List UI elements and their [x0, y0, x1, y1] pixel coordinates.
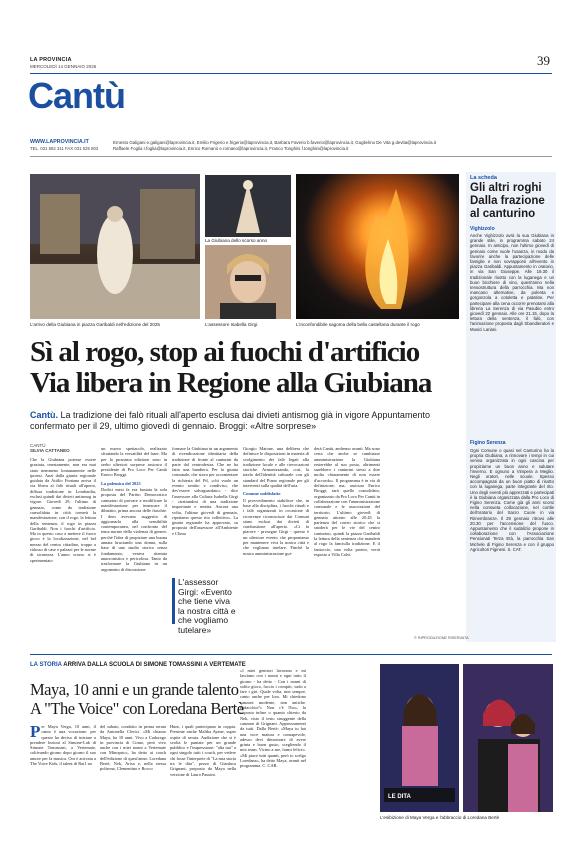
sidebar-title: Gli altri roghi Dalla frazione al canturino [470, 182, 545, 220]
pull-quote: L'assessor Girgi: «Evento che tiene viva la nostra città e che vogliamo tutelare» [178, 577, 236, 635]
sidebar-text-vighizzolo: Anche Vighizzolo avrà la sua Giubiana in grande stile, in programma sabato 24 gennaio. In anticipo, non l'ultimo giovedì di gennaio come vuole l'usanza, in modo da favorire anche la partecipazione delle famiglie e non sovrapporsi all'evento in piazza Garibaldi. Appuntamento in oratorio, in via San Giuseppe. Alle 19.30 il tradizionale risotto con la luganega e un buon bicchiere di vino, quest'anno nella tensostruttura della parrocchia. Ma non mancano alternative, da polenta e gorgonzola a cotoletta e patatine. Per partecipare alla cena occorre prenotarsi alla libreria La Serenza di via Pasubio entro giovedì 22 gennaio. Alle ore 21.15, dopo la lettura della sentenza, il falò, con l'animazione proposta dagli Sbandieratori e Musici Lariani. [470, 233, 554, 332]
main-headline [30, 337, 460, 399]
photo-giubiana-last-year [205, 175, 291, 237]
contacts: TEL. 031 582 311 FAX 031 525 803 [30, 146, 99, 151]
paper-name: LA PROVINCIA [30, 57, 72, 63]
website-link[interactable]: WWW.LAPROVINCIA.IT [30, 139, 89, 145]
byline-author: SILVIA CATTANEO [30, 448, 70, 453]
divider [30, 156, 552, 157]
copyright-note: © RIPRODUZIONE RISERVATA [414, 636, 469, 640]
caption-giubiana: L'arrivo della Giubiana in piazza Garibaldi nell'edizione del 2025 [30, 322, 160, 327]
quote-bar [172, 578, 175, 624]
sidebar-text-figino: Ogni Comune o quasi nel Canturino ha la propria Giubiana, a rinnovare i tempi in cui veniva organizzata in ogni cascina per propiziarne un buon anno e salutare l'inverno. E ognuno a Vimpera a Meglio. Negli oratori, nelle scuole. Spesso accompagnati da un buon piatto di risotto con la luganega, parte integrante del rito. Uno degli eventi più apprezzati e partecipati è la Giubiana organizzata dalla Pro Loco di Figino Serenza. Come già gli anni scorsi nella consueta collocazione, nel cortile dell'oratorio del Sacro Cuore in via Rimembranze. Il 29 gennaio ritrovo alle 20.30 per l'accensione del fuoco. Appuntamento che il sodalizio propone in collaborazione con l'Associazione Pensionati Terza Età, la parrocchia San Michele di Figino Serenza e con il gruppo Agricoltori Figinesi. S. CAT. [470, 448, 554, 552]
article-column-5: derà Cantù, andremo avanti. Ma sono certa che anche se cambiasse amministrazione la Giubiana resterebbe al suo posto, altrimenti sarebbero i canturini stessi a dire molto chiaramente di non essere d'accordo». Il programma è in via di definizione, ma, assicura Enrico Broggi, sarà quello consolidato, organizzato da Pro Loco Per Cantù in collaborazione con l'amministrazione comunale e le associazioni del territorio. L'ultimo giovedì di gennaio attorno alle 20.45 la partenza del corteo storico che si snoderà per le vie del centro canturino, quindi la piazza Garibaldi la lettura della sentenza che manderà al rogo la fanciulla tradizione. E il fantoccio, una volta pronto, verrà esposto a Villa Calvi. [314, 446, 381, 557]
photo-assessore-girgi [205, 245, 291, 319]
photo-castellana-rogo [296, 174, 459, 319]
storia-column-1 [30, 724, 96, 766]
subhead-comune: Comune soddisfatto [243, 491, 281, 497]
storia-headline-line-2: A "The Voice" con Loredana Bertè [30, 699, 244, 718]
caption-castellana: L'inconfondibile sagoma della bella castellana durante il rogo [296, 322, 420, 327]
article-column-2 [101, 446, 167, 572]
storia-column-3: Hunt, i quali partecipano in coppia. Presente anche Malika Ayane, super ospite di serata. Audizione che si è svolta le puntate per un grande pubblico e l'impressione: "alta tua" a ogni singolo tutti i coach, per vedere chi fosse l'interprete di "La mia storia tra le dita", pezzo di Gianluca Grignani, proposto da Maya nella versione di Laura Pausini. [170, 724, 236, 777]
caption-girgi: L'assessore Isabella Girgi [205, 322, 258, 327]
storia-kicker-text: ARRIVA DALLA SCUOLA DI SIMONE TOMASSINI A VERTEMATE [63, 662, 246, 668]
storia-headline-line-1: Maya, 10 anni e un grande talento [30, 680, 239, 699]
article-summary [30, 410, 462, 432]
subhead-polemica: La polemica del 2025 [101, 480, 141, 486]
article-column-3: formare la Giubiana in un argomento di rivendicazione identitaria della tradizione di fronte al canturini da parte dal centrodestra. Che ne ha fatto una bandiera. Per la giunta comunale, che stava per accontentare la richiesta del Pd, «chi vuole un evento sentito e condiviso, che dev'essere salvaguardato» - dice l'assessore alla Cultura Isabella Girgi - «trattandosi di una tradizione importante e sentita. Ancora una volta, l'ultimo giovedì di gennaio, ripetiamo questo rito collettivo». La giunta regionale ha approvato, su proposta dell'assessore all'Ambiente e Clima [172, 446, 238, 536]
byline [30, 443, 70, 453]
summary-lead: Cantù. [30, 410, 58, 420]
headline-line-1: Sì al rogo, stop ai fuochi d'artificio [30, 336, 420, 368]
sidebar-subtitle-figino: Figino Serenza [470, 440, 506, 446]
issue-date: MERCOLEDÌ 14 GENNAIO 2026 [30, 64, 97, 69]
summary-text: La tradizione dei falò rituali all'aperto esclusa dai divieti antismog già in vigore Appuntamento confermato per il 29, ultimo giovedì di gennaio. Broggi: «Altre sorprese» [30, 410, 430, 431]
caption-maya: L'esibizione di Maya Verga e l'abbraccio di Loredana Bertè [380, 815, 500, 820]
page-number: 39 [537, 53, 550, 68]
photo-giubiana-arrival [30, 174, 200, 319]
staff-list-1: Ernesto Galigani e.galigani@laprovincia.it, Emilio Frigerio e.frigerio@laprovincia.it, Barbara Faverio b.faverio@laprovincia.it, Guglielmo De Vita g.devita@laprovincia.it [113, 140, 437, 145]
byline-place: CANTÙ [30, 443, 46, 448]
storia-column-4: «I miei genitori lavorano e mi lasciano con i nonni e ogni tutto il giorno - ha detto - Con i nonni di solito gioco, faccio i compiti, vado a fare i giri. Quale volta, non sempre, canto anche per loro. Mi chiedono canzoni moderne, non antiche. Ridacchio?» Non c'è l'ho», la risposta infine o quanto chiesto da Nek, visto il testo struggente della canzone di Grignani. Apprezzamenti da tutti. Dalla Bertè: «Maya tu hai una voce matura e consapevole, adesso devi dimostrare di avere grinta e buon gusto, scegliendo il mio team. Vicino a me, farmi felice». «Mi piace tutti quanti, però io scelgo Loredana», ha detto Maya, avanti nel programma. C. CAR. [240, 668, 306, 769]
section-rule [30, 654, 552, 655]
article-column-4-text: Giorgio Maione, una delibera che definisce le disposizioni in materia di svolgimento dei falò legati alla tradizione locale e alle rievocazioni storiche. Armonizzando, così, la tutela dell'identità culturale con gli standard del Piano regionale per gli interventi sulla qualità dell'aria. [243, 446, 309, 489]
storia-label: LA STORIA [30, 662, 62, 668]
article-column-4 [243, 446, 309, 556]
storia-column-2: del sabato, condotto in prima serata da Antonella Clerici. «Mi chiamo Maya, ho 10 anni. Vivo a Cadorago in provincia di Como, però vivo anche con i miei nonni a Vertemate con Minoprio», ha detto ai coach dell'edizione di quest'anno: Loredana Bertè, Nek, Arisa e, nella stessa poltrona, Clementino e Rocco [100, 724, 166, 772]
headline-line-2: Via libera in Regione alla Giubiana [30, 367, 432, 399]
article-column-2-text: un nuovo spettacolo, realizzato sfruttando la versatilità del laser. Ma per la prossima edizione sono in serbo ulteriori sorprese assicura il presidente di Pro Loco Per Cantù Enrico Broggi. [101, 446, 167, 478]
storia-kicker [30, 662, 246, 668]
article-column-4b-text: Il provvedimento stabilisce che, in base alla disciplina, i fuochi rituali e i falò organizzati in occasione di ricorrenze riconosciute dai Comuni siano esclusi dai divieti di combustione all'aperto. «Ci fa piacere - prosegue Girgi - questo è un ulteriore evento che proponiamo per mantenere viva la nostra città e che vogliamo tutelare. Finché la nostra amministrazione gui- [243, 497, 309, 556]
storia-column-1-text: er Maya Verga, 10 anni, il canto è una vocazione: per questo ha deciso di iniziare a prendere lezioni al Simone-Lab di Simone Tomassini, a Vertemate, coltivando giorno dopo giorno il suo amore per la musica. Ora è arrivata a The Voice Kids, il talent di Rai1 no [30, 724, 96, 767]
article-column-2b-text: Dodici mesi fa era bastata la sola proposta del Partito Democratico canturino di provare a modificare la manifestazione per innescare il dibattito, prima ancora delle fiaschie. I dem avevano suggerito di aggiornarla alla sensibilità contemporanea, nel confronto del tema norme della violenza di genere, perché l'idea di propiziare una buona annata bruciando una donna, sulla base di uno studio storico senza fondamento, veniva ritenuta anacronistica e pericolosa. Tanto da trasformare la Giubiana in un argomento di discussione [101, 487, 167, 572]
photo-abbraccio-berte [463, 664, 553, 812]
section-title: Cantù [28, 75, 125, 116]
staff-list-2: Raffaele Foglia r.foglia@laprovincia.it, Enrico Romanò e.romano@laprovincia.it, Franco Tonghini f.tonghini@laprovincia.it [113, 146, 349, 151]
drop-cap: P [30, 722, 41, 741]
sidebar-tag: La scheda [470, 175, 497, 181]
caption-falo: La Giubiana dello scorso anno [205, 238, 268, 243]
article-column-1: Che la Giubiana potesse essere graziata, onestamente, non era mai stato nemmeno lontanamente nelle ipotesi. Anzi dalla giunta regionale guidata da Attilio Fontana arriva il via libera ai falò rituali all'aperto, diffusa tradizione in Lombardia, esclusi quindi dai divieti antismog in vigore. Giovedì 29, l'ultimo di gennaio, come da tradizione consolidata in città tornerà la manifestazione, con il rogo, la lettura della sentenza, il rogo in piazza Garibaldi. Non i fuochi d'artificio. Ma in questo caso a mettere il fuoco gioco è la localizzazione, nel bel mezzo del centro cittadino, troppo a ridosso di case e palazzi per le norme di sicurezza. L'anno scorso si è sperimentato [30, 457, 96, 563]
tv-banner: LE DITA [388, 794, 411, 800]
sidebar-subtitle-vighizzolo: Vighizzolo [470, 226, 495, 232]
photo-maya-verga [380, 664, 459, 812]
